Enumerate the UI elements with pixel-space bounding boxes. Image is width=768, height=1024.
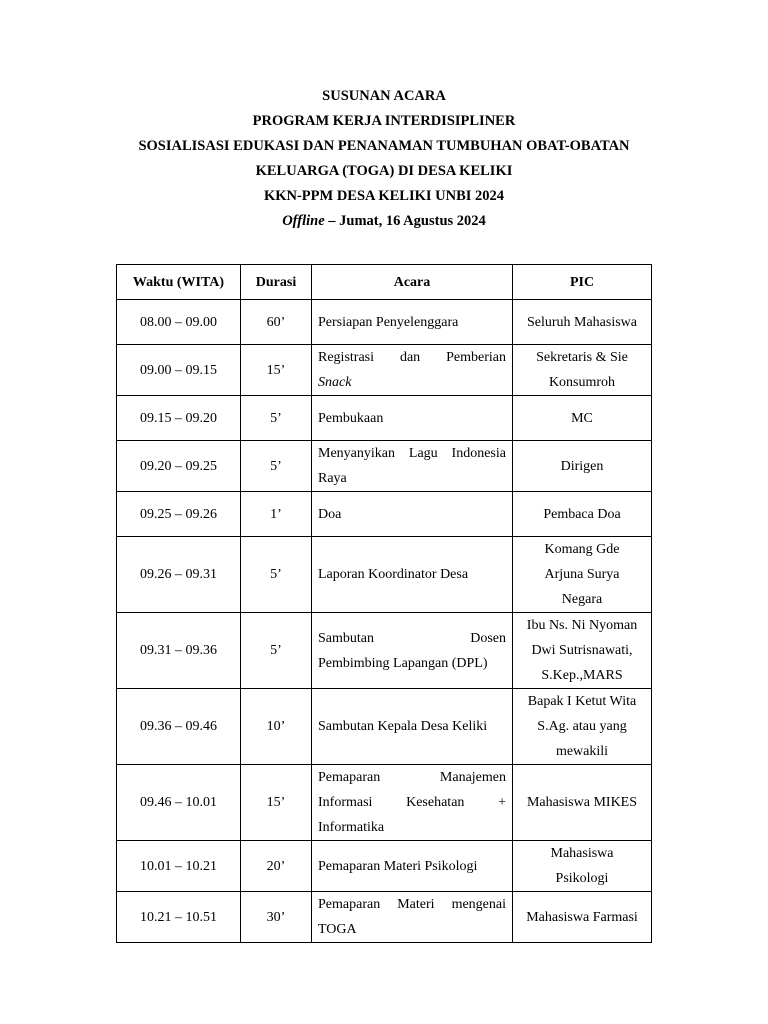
table-row — [117, 492, 652, 537]
acara-line: Doa — [318, 506, 342, 522]
pic-line: Psikologi — [555, 871, 609, 886]
table-row — [117, 300, 652, 345]
acara-line: Registrasi dan Pemberian — [318, 350, 506, 365]
cell-waktu: 09.46 – 10.01 — [117, 765, 241, 841]
cell-durasi: 5’ — [241, 537, 312, 613]
cell-acara — [312, 300, 513, 345]
agenda-table — [116, 264, 652, 943]
title-line-3: SOSIALISASI EDUKASI DAN PENANAMAN TUMBUHAN OBAT-OBATAN — [138, 138, 630, 154]
cell-acara — [312, 345, 513, 396]
cell-acara — [312, 689, 513, 765]
table-row — [117, 345, 652, 396]
pic-line: Arjuna Surya — [544, 567, 620, 582]
acara-line: Laporan Koordinator Desa — [318, 567, 469, 582]
pic-line: Mahasiswa MIKES — [526, 795, 638, 810]
table-row — [117, 765, 652, 841]
cell-durasi: 30’ — [241, 892, 312, 943]
table-row — [117, 892, 652, 943]
cell-waktu: 09.36 – 09.46 — [117, 689, 241, 765]
acara-line: Sambutan Dosen — [318, 630, 506, 646]
pic-line: Komang Gde — [544, 542, 620, 557]
cell-pic — [513, 689, 652, 765]
cell-pic — [513, 765, 652, 841]
pic-line: Mahasiswa Farmasi — [526, 909, 638, 925]
cell-acara — [312, 396, 513, 441]
header-acara: Acara — [312, 265, 513, 300]
cell-waktu: 09.20 – 09.25 — [117, 441, 241, 492]
table-row — [117, 396, 652, 441]
document-header — [0, 86, 768, 236]
cell-waktu: 09.31 – 09.36 — [117, 613, 241, 689]
title-line-5: KKN-PPM DESA KELIKI UNBI 2024 — [263, 188, 505, 204]
title-line-1: SUSUNAN ACARA — [322, 88, 446, 104]
cell-acara — [312, 441, 513, 492]
title-line-2: PROGRAM KERJA INTERDISIPLINER — [252, 113, 516, 129]
cell-durasi: 10’ — [241, 689, 312, 765]
pic-line: Dirigen — [560, 458, 604, 474]
cell-acara — [312, 841, 513, 892]
cell-durasi: 1’ — [241, 492, 312, 537]
cell-acara — [312, 537, 513, 613]
cell-waktu: 09.26 – 09.31 — [117, 537, 241, 613]
acara-line: TOGA — [318, 922, 357, 937]
pic-line: S.Kep.,MARS — [541, 668, 623, 683]
cell-waktu: 09.25 – 09.26 — [117, 492, 241, 537]
cell-waktu: 08.00 – 09.00 — [117, 300, 241, 345]
pic-line: Mahasiswa — [550, 846, 614, 861]
acara-line: Raya — [318, 471, 347, 486]
table-row — [117, 689, 652, 765]
acara-line: Pemaparan Materi Psikologi — [318, 858, 478, 874]
cell-pic — [513, 613, 652, 689]
offline-label: Offline — [282, 213, 325, 229]
acara-line: Persiapan Penyelenggara — [318, 314, 459, 330]
acara-line: Pemaparan Materi mengenai — [318, 897, 506, 912]
acara-line: Informatika — [318, 820, 385, 835]
title-line-4: KELUARGA (TOGA) DI DESA KELIKI — [255, 163, 513, 179]
pic-line: Pembaca Doa — [543, 506, 621, 522]
cell-pic — [513, 892, 652, 943]
cell-waktu: 09.15 – 09.20 — [117, 396, 241, 441]
table-row — [117, 441, 652, 492]
cell-acara — [312, 613, 513, 689]
title-line-6 — [0, 211, 768, 236]
cell-pic — [513, 841, 652, 892]
pic-line: Negara — [561, 592, 603, 607]
cell-pic — [513, 441, 652, 492]
pic-line: Sekretaris & Sie — [536, 350, 628, 365]
header-waktu: Waktu (WITA) — [117, 265, 241, 300]
cell-waktu: 09.00 – 09.15 — [117, 345, 241, 396]
acara-line: Menyanyikan Lagu Indonesia — [318, 446, 506, 461]
acara-line: Sambutan Kepala Desa Keliki — [318, 719, 488, 734]
cell-pic — [513, 492, 652, 537]
cell-acara — [312, 492, 513, 537]
cell-durasi: 20’ — [241, 841, 312, 892]
acara-line: Snack — [318, 375, 352, 390]
header-pic: PIC — [513, 265, 652, 300]
pic-line: Seluruh Mahasiswa — [526, 314, 638, 330]
table-row — [117, 537, 652, 613]
table-row — [117, 841, 652, 892]
cell-pic — [513, 537, 652, 613]
acara-line: Pembimbing Lapangan (DPL) — [318, 655, 488, 671]
cell-pic — [513, 345, 652, 396]
pic-line: Konsumroh — [548, 375, 616, 390]
cell-durasi: 5’ — [241, 613, 312, 689]
cell-durasi: 60’ — [241, 300, 312, 345]
table-row — [117, 613, 652, 689]
pic-line: Bapak I Ketut Wita — [527, 694, 637, 709]
acara-line: Informasi Kesehatan + — [318, 795, 506, 810]
pic-line: mewakili — [555, 744, 609, 759]
pic-line: Dwi Sutrisnawati, — [531, 643, 633, 658]
pic-line: MC — [571, 410, 593, 426]
pic-line: S.Ag. atau yang — [537, 719, 627, 734]
cell-waktu: 10.01 – 10.21 — [117, 841, 241, 892]
cell-acara — [312, 765, 513, 841]
cell-pic — [513, 396, 652, 441]
cell-durasi: 15’ — [241, 345, 312, 396]
cell-durasi: 5’ — [241, 441, 312, 492]
cell-durasi: 15’ — [241, 765, 312, 841]
table-header-row — [117, 265, 652, 300]
pic-line: Ibu Ns. Ni Nyoman — [526, 618, 638, 633]
acara-line: Pembukaan — [318, 410, 384, 426]
cell-durasi: 5’ — [241, 396, 312, 441]
acara-line: Pemaparan Manajemen — [318, 770, 506, 785]
cell-waktu: 10.21 – 10.51 — [117, 892, 241, 943]
cell-acara — [312, 892, 513, 943]
date-label: – Jumat, 16 Agustus 2024 — [324, 213, 486, 229]
cell-pic — [513, 300, 652, 345]
header-durasi: Durasi — [241, 265, 312, 300]
